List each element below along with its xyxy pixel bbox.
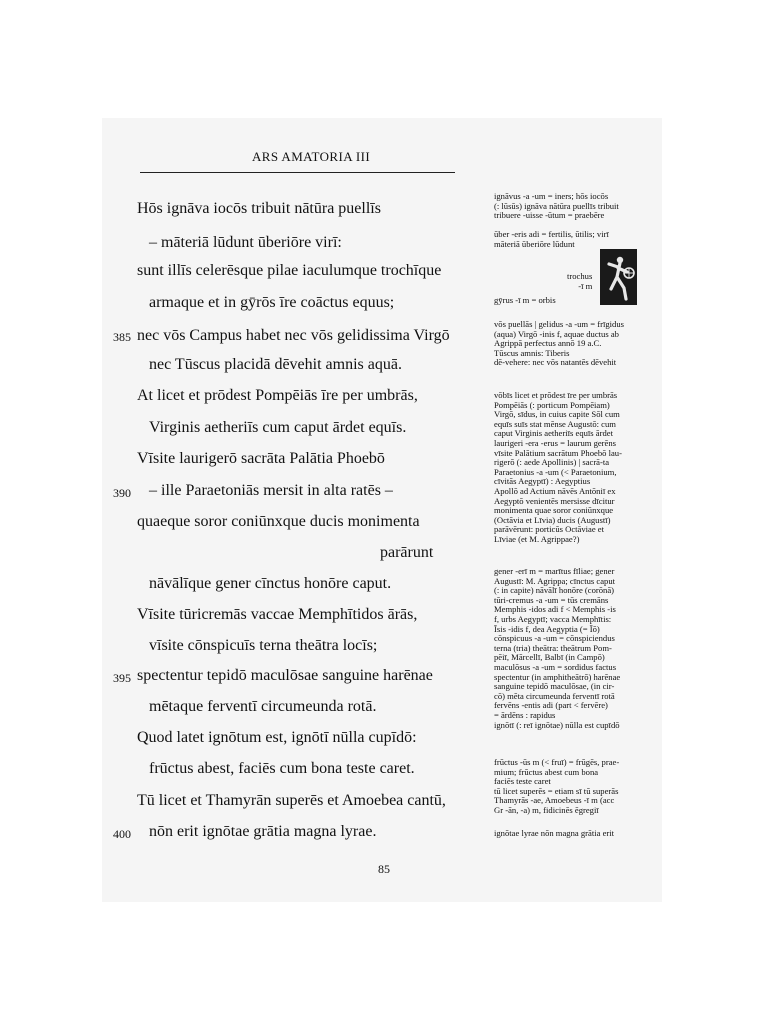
gloss-block: vōbīs licet et prōdest īre per umbrās Pompēiās (: porticum Pompēiam) Virgō, sīdus, in cuius capite Sōl cum equīs suīs stat mēnse Augustō: cum caput Virginis aetheriīs equīs ārdet laurigeri -era -erus = laurum gerēns vīsite Palātium sacrātum Phoebō lau- rigerō (: aede Apollinis) | sacrā-ta Paraetonius -a -um (< Paraetonium, cīvitās Aegyptī) : Aegyptius Apollō ad Actium nāvēs Antōniī ex Aegyptō venientēs mersisse dīcitur monimenta quae soror coniūnxque (Octāvia et Līvia) ducis (Augustī) parāvērunt: porticūs Octāviae et Līviae (et M. Agrippae?) [494,390,622,544]
verse-line: Tū licet et Thamyrān superēs et Amoebea cantū, [137,792,446,809]
gloss-figure-caption: trochus -ī m [567,271,593,291]
verse-line: quaeque soror coniūnxque ducis monimenta [137,513,420,530]
line-number: 390 [113,486,131,500]
verse-line: Quod latet ignōtum est, ignōtī nūlla cupīdō: [137,729,417,746]
verse-line: Virginis aetheriīs cum caput ārdet equīs. [149,419,407,436]
gloss-block: ūber -eris adi = fertilis, ūtilis; virī māteriā ūberiōre lūdunt [494,229,609,249]
header-rule [140,172,455,173]
gloss-block: gȳrus -ī m = orbis [494,295,556,305]
verse-line: Vīsite laurigerō sacrāta Palātia Phoebō [137,450,385,467]
gloss-block: ignāvus -a -um = iners; hōs iocōs (: lūsūs) ignāva nātūra puellīs tribuit tribuere -uisse -ūtum = praebēre [494,191,619,221]
verse-line: frūctus abest, faciēs cum bona teste caret. [149,760,415,777]
verse-line: sunt illīs celerēsque pilae iaculumque trochīque [137,262,442,279]
verse-line: nōn erit ignōtae grātia magna lyrae. [149,823,377,840]
verse-line: Hōs ignāva iocōs tribuit nātūra puellīs [137,200,381,217]
verse-line: armaque et in gȳrōs īre coāctus equus; [149,294,395,311]
line-number: 400 [113,827,131,841]
gloss-block: ignōtae lyrae nōn magna grātia erit [494,828,615,838]
verse-line: Vīsite tūricremās vaccae Memphītidos ārās, [137,606,418,623]
verse-line: parārunt [380,544,434,561]
line-number: 395 [113,671,131,685]
page-number: 85 [378,862,390,876]
verse-line: spectentur tepidō maculōsae sanguine harēnae [137,667,433,684]
line-number: 385 [113,330,131,344]
verse-line: – ille Paraetoniās mersit in alta ratēs – [149,482,393,499]
verse-line: At licet et prōdest Pompēiās īre per umbrās, [137,387,418,404]
verse-line: nec vōs Campus habet nec vōs gelidissima Virgō [137,327,450,344]
verse-line: vīsite cōnspicuīs terna theātra locīs; [149,637,378,654]
gloss-block: gener -erī m = marītus fīliae; gener Augustī: M. Agrippa; cīnctus caput (: in capite) nāvālī honōre (corōnā) tūri-cremus -a -um = tūs cremāns Memphis -idos adi f < Memphis -is f, urbs Aegyptī; vacca Memphītis: Īsis -idis f, dea Aegyptia (= Īō) cōnspicuus -a -um = cōnspiciendus terna (tria) theātra: theātrum Pom- pēiī, Mārcellī, Balbī (in Campō) maculōsus -a -um = sordidus factus spectentur (in amphitheātrō) harēnae sanguine tepidō maculōsae, (in cir- cō) mēta circumeunda ferventī rotā fervēns -entis adi (part < fervēre) = ārdēns : rapidus ignōtī (: reī ignōtae) nūlla est cupīdō [494,566,621,730]
gloss-block: frūctus -ūs m (< fruī) = frūgēs, prae- mium; frūctus abest cum bona faciēs teste caret tū licet superēs = etiam sī tū superās Thamyrās -ae, Amoebeus -ī m (acc Gr -ān, -a) m, fidicinēs ēgregiī [494,757,620,815]
gloss-block: vōs puellās | gelidus -a -um = frīgidus (aqua) Virgō -inis f, aquae ductus ab Agrippā perfectus annō 19 a.C. Tūscus amnis: Tiberis dē-vehere: nec vōs natantēs dēvehit [494,319,624,368]
running-head: ARS AMATORIA III [252,149,371,164]
discus-thrower-icon [600,249,637,305]
verse-line: nec Tūscus placidā dēvehit amnis aquā. [149,356,402,373]
verse-line: mētaque ferventī circumeunda rotā. [149,698,377,715]
verse-line: – māteriā lūdunt ūberiōre virī: [149,234,342,251]
verse-line: nāvālīque gener cīnctus honōre caput. [149,575,392,592]
